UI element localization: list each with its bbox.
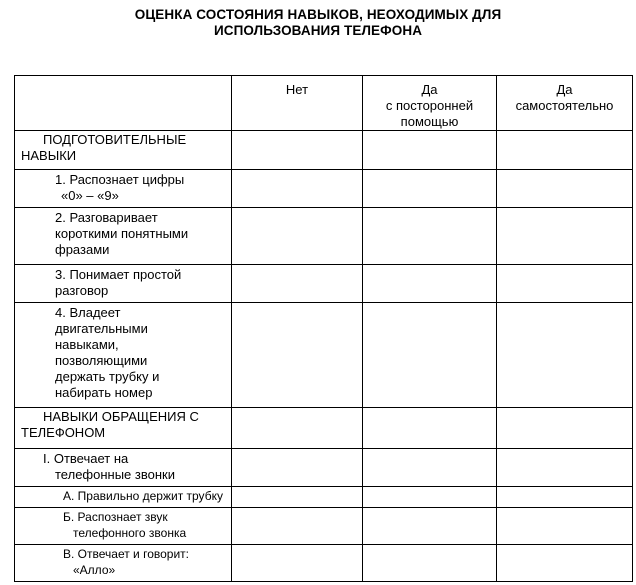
skill-label xyxy=(15,208,232,265)
cell-yes-with-help[interactable] xyxy=(363,545,497,582)
table-row xyxy=(15,131,633,170)
title-line-1: ОЦЕНКА СОСТОЯНИЯ НАВЫКОВ, НЕОХОДИМЫХ ДЛЯ xyxy=(134,7,502,22)
cell-yes-with-help[interactable] xyxy=(363,449,497,487)
section-label xyxy=(15,131,232,170)
skill-label-line: позволяющими xyxy=(55,353,148,368)
cell-no[interactable] xyxy=(232,545,363,582)
cell-yes-independently[interactable] xyxy=(497,487,633,508)
header-skill xyxy=(15,76,232,131)
skill-label-line: набирать номер xyxy=(55,385,153,400)
skill-label-line: 2. Разговаривает xyxy=(55,210,158,225)
section-label-line: НАВЫКИ ОБРАЩЕНИЯ С xyxy=(43,409,199,424)
table-row xyxy=(15,508,633,545)
table-row xyxy=(15,303,633,408)
cell-yes-with-help[interactable] xyxy=(363,408,497,449)
subskill-label-line: Б. Распознает звук xyxy=(63,510,168,524)
cell-no[interactable] xyxy=(232,303,363,408)
cell-no[interactable] xyxy=(232,265,363,303)
cell-yes-independently[interactable] xyxy=(497,408,633,449)
cell-no[interactable] xyxy=(232,208,363,265)
section-label-line: ПОДГОТОВИТЕЛЬНЫЕ xyxy=(43,132,187,147)
document-title xyxy=(0,7,636,39)
cell-yes-with-help[interactable] xyxy=(363,508,497,545)
cell-yes-with-help[interactable] xyxy=(363,265,497,303)
skill-label-line: телефонные звонки xyxy=(55,467,175,482)
skill-label-line: 1. Распознает цифры xyxy=(55,172,185,187)
subskill-label-line: телефонного звонка xyxy=(73,526,187,540)
table-row xyxy=(15,208,633,265)
skill-label-line: «0» – «9» xyxy=(61,188,119,203)
skill-label-line: I. Отвечает на xyxy=(43,451,129,466)
table-row xyxy=(15,170,633,208)
skill-label xyxy=(15,265,232,303)
cell-yes-independently[interactable] xyxy=(497,508,633,545)
cell-yes-independently[interactable] xyxy=(497,449,633,487)
cell-yes-with-help[interactable] xyxy=(363,170,497,208)
subskill-label-line: В. Отвечает и говорит: xyxy=(63,547,189,561)
skill-label-line: 4. Владеет xyxy=(55,305,121,320)
skill-label-line: короткими понятными xyxy=(55,226,189,241)
subskill-label xyxy=(15,487,232,508)
skill-label xyxy=(15,449,232,487)
cell-yes-with-help[interactable] xyxy=(363,303,497,408)
skill-label xyxy=(15,170,232,208)
table-row xyxy=(15,487,633,508)
skills-assessment-table xyxy=(14,75,633,582)
cell-no[interactable] xyxy=(232,408,363,449)
subskill-label-line: А. Правильно держит трубку xyxy=(63,489,223,503)
table-row xyxy=(15,408,633,449)
header-yes-with-help xyxy=(363,76,497,131)
cell-no[interactable] xyxy=(232,449,363,487)
skill-label-line: 3. Понимает простой xyxy=(55,267,182,282)
table-row xyxy=(15,545,633,582)
subskill-label xyxy=(15,545,232,582)
table-row xyxy=(15,265,633,303)
header-yes-with-help-line-3: помощью xyxy=(400,114,459,129)
skill-label-line: фразами xyxy=(55,242,110,257)
subskill-label-line: «Алло» xyxy=(73,563,116,577)
cell-no[interactable] xyxy=(232,487,363,508)
cell-yes-with-help[interactable] xyxy=(363,487,497,508)
header-yes-independently-line-2: самостоятельно xyxy=(515,98,614,113)
skill-label-line: двигательными xyxy=(55,321,148,336)
section-label-line: ТЕЛЕФОНОМ xyxy=(21,425,106,440)
skill-label xyxy=(15,303,232,408)
table-row xyxy=(15,449,633,487)
cell-yes-independently[interactable] xyxy=(497,170,633,208)
skill-label-line: держать трубку и xyxy=(55,369,160,384)
section-label-line: НАВЫКИ xyxy=(21,148,77,163)
header-yes-with-help-line-1: Да xyxy=(421,82,438,97)
table-header-row xyxy=(15,76,633,131)
cell-yes-with-help[interactable] xyxy=(363,208,497,265)
section-label xyxy=(15,408,232,449)
header-yes-with-help-line-2: с посторонней xyxy=(385,98,474,113)
header-no-line: Нет xyxy=(285,82,309,97)
skill-label-line: навыками, xyxy=(55,337,119,352)
cell-yes-independently[interactable] xyxy=(497,545,633,582)
cell-yes-independently[interactable] xyxy=(497,265,633,303)
cell-yes-with-help[interactable] xyxy=(363,131,497,170)
cell-no[interactable] xyxy=(232,508,363,545)
subskill-label xyxy=(15,508,232,545)
cell-yes-independently[interactable] xyxy=(497,131,633,170)
skill-label-line: разговор xyxy=(55,283,109,298)
header-no xyxy=(232,76,363,131)
cell-yes-independently[interactable] xyxy=(497,208,633,265)
header-yes-independently-line-1: Да xyxy=(556,82,573,97)
cell-no[interactable] xyxy=(232,131,363,170)
cell-no[interactable] xyxy=(232,170,363,208)
title-line-2: ИСПОЛЬЗОВАНИЯ ТЕЛЕФОНА xyxy=(213,23,423,38)
cell-yes-independently[interactable] xyxy=(497,303,633,408)
header-yes-independently xyxy=(497,76,633,131)
